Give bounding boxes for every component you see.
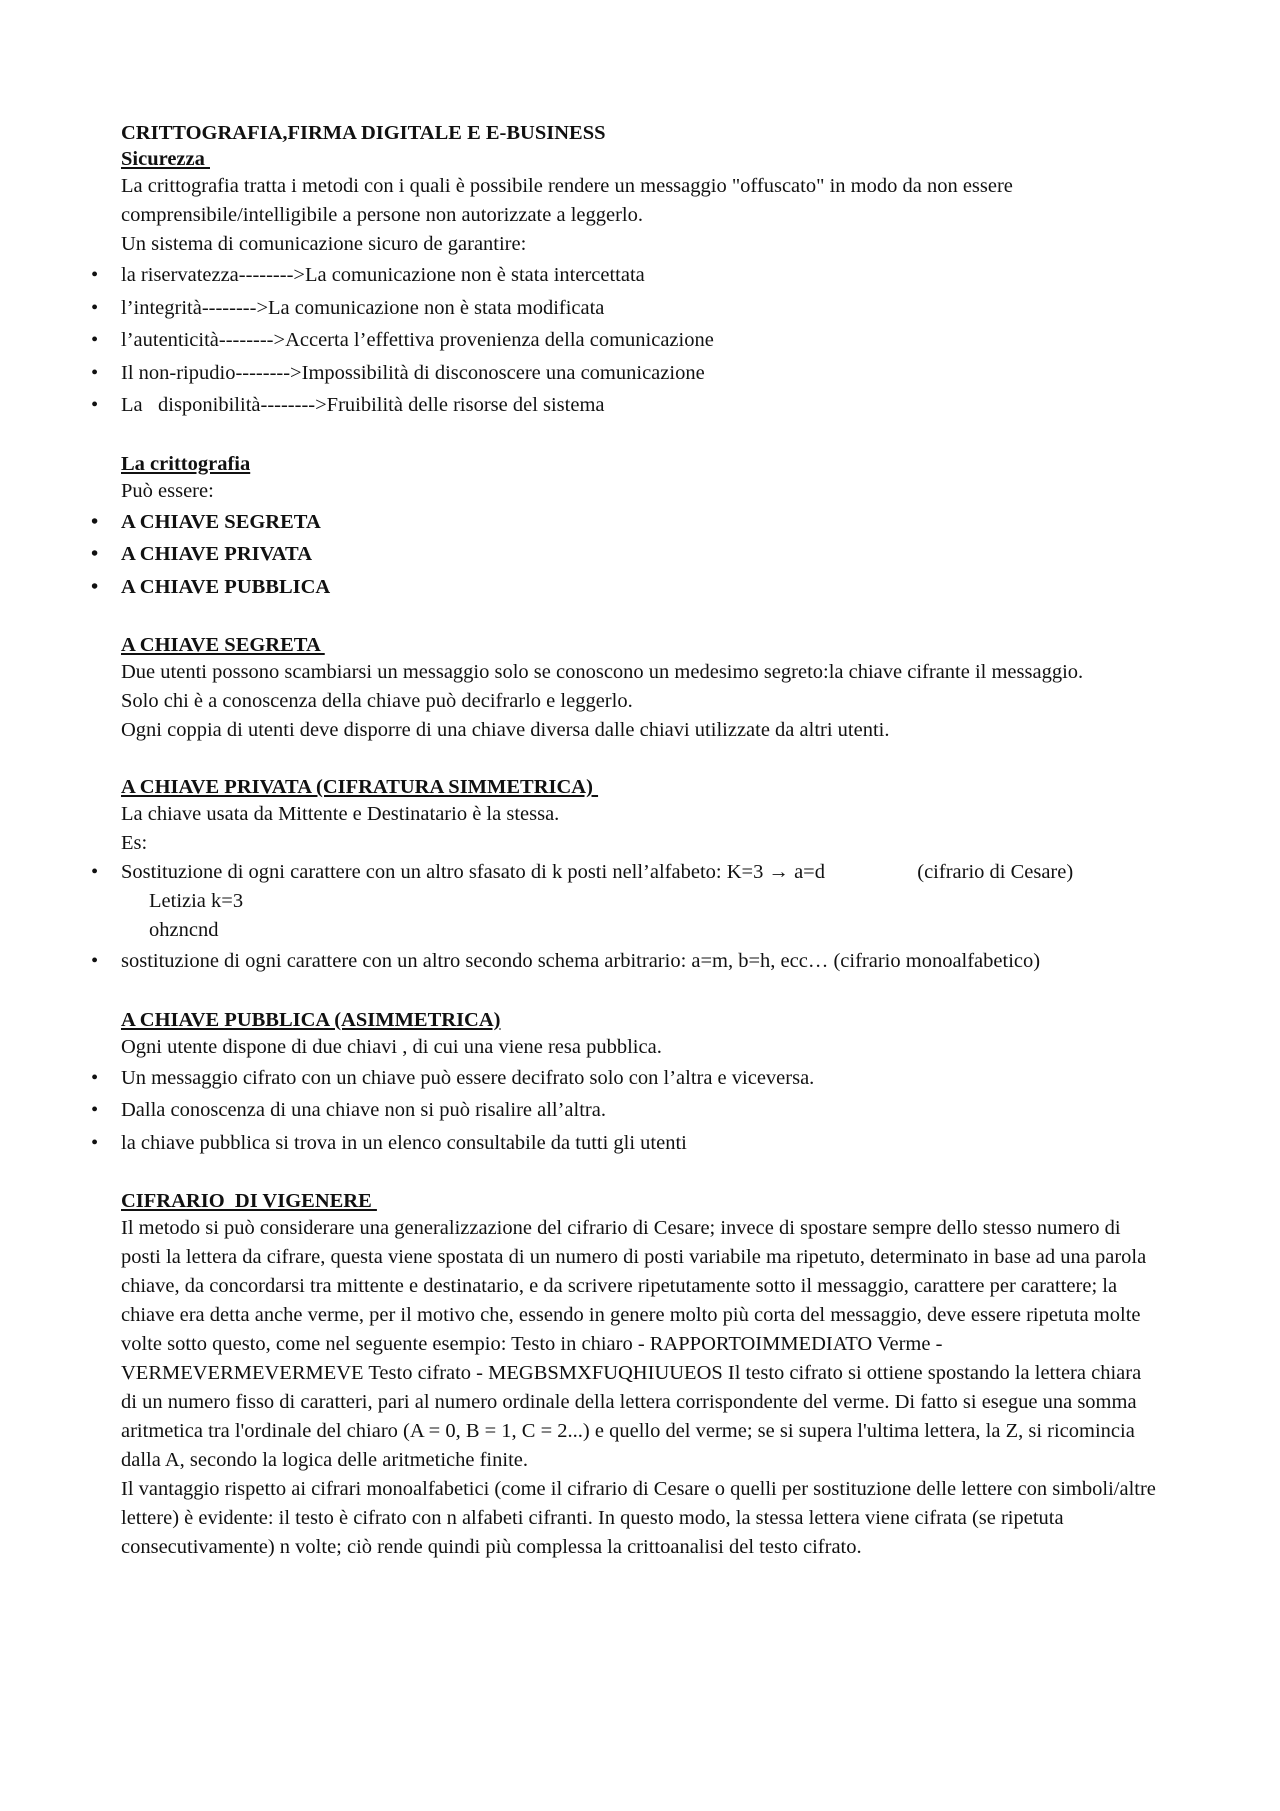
list-item: • la chiave pubblica si trova in un elenco consultabile da tutti gli utenti (121, 1127, 1161, 1160)
list-esempi-privata-2 (121, 945, 1161, 978)
list-item: • A CHIAVE SEGRETA (121, 506, 1161, 539)
paragraph-vigenere-2: Il vantaggio rispetto ai cifrari monoalfabetici (come il cifrario di Cesare o quelli per sostituzione delle lettere con simboli/altre lettere) è evidente: il testo è cifrato con n alfabeti cifranti. In questo modo, la stessa lettera viene cifrata (se ripetuta consecutivamente) n volte; ciò rende quindi più complessa la crittoanalisi del testo cifrato. (121, 1478, 1156, 1558)
spacer (121, 422, 1161, 452)
document-title: CRITTOGRAFIA,FIRMA DIGITALE E E-BUSINESS (121, 122, 606, 144)
paragraph-sicurezza-intro: La crittografia tratta i metodi con i quali è possibile rendere un messaggio "offuscato" in modo da non essere comprensibile/intelligibile a persone non autorizzate a leggerlo. (121, 175, 1013, 226)
spacer (121, 978, 1161, 1008)
list-item: • l’integrità-------->La comunicazione non è stata modificata (121, 292, 1161, 325)
list-item: • A CHIAVE PUBBLICA (121, 571, 1161, 604)
list-item: • Un messaggio cifrato con un chiave può essere decifrato solo con l’altra e viceversa. (121, 1062, 1161, 1095)
spacer (121, 603, 1161, 633)
list-tipi-crittografia (121, 506, 1161, 604)
spacer (121, 1159, 1161, 1189)
paragraph-privata-es: Es: (121, 832, 148, 854)
heading-chiave-segreta: A CHIAVE SEGRETA (121, 634, 325, 656)
paragraph-privata-1: La chiave usata da Mittente e Destinatario è la stessa. (121, 803, 560, 825)
heading-crittografia: La crittografia (121, 452, 251, 475)
heading-vigenere: CIFRARIO DI VIGENERE (121, 1190, 377, 1212)
paragraph-segreta-2: Solo chi è a conoscenza della chiave può decifrarlo e leggerlo. (121, 690, 633, 712)
list-esempi-privata (121, 858, 1161, 887)
document-page (121, 120, 1161, 1562)
example-ciphertext: ohzncnd (149, 919, 219, 941)
list-item: • l’autenticità-------->Accerta l’effettiva provenienza della comunicazione (121, 324, 1161, 357)
list-item: • Il non-ripudio-------->Impossibilità di disconoscere una comunicazione (121, 357, 1161, 390)
list-item: • la riservatezza-------->La comunicazione non è stata intercettata (121, 259, 1161, 292)
list-requisiti-sicurezza (121, 259, 1161, 422)
example-plaintext: Letizia k=3 (149, 890, 244, 912)
paragraph-vigenere-1: Il metodo si può considerare una generalizzazione del cifrario di Cesare; invece di spostare sempre dello stesso numero di posti la lettera da cifrare, questa viene spostata di un numero di posti variabile ma ripetuto, determinato in base ad una parola chiave, da concordarsi tra mittente e destinatario, e da scrivere ripetutamente sotto il messaggio, carattere per carattere; la chiave era detta anche verme, per il motivo che, essendo in genere molto più corta del messaggio, deve essere ripetuta molte volte sotto questo, come nel seguente esempio: Testo in chiaro - RAPPORTOIMMEDIATO Verme - VERMEVERMEVERMEVE Testo cifrato - MEGBSMXFUQHIUUEOS Il testo cifrato si ottiene spostando la lettera chiara di un numero fisso di caratteri, pari al numero ordinale della lettera corrispondente del verme. Di fatto si esegue una somma aritmetica tra l'ordinale del chiaro (A = 0, B = 1, C = 2...) e quello del verme; se si supera l'ultima lettera, la Z, si ricomincia dalla A, secondo la logica delle aritmetiche finite. (121, 1217, 1147, 1471)
heading-chiave-privata: A CHIAVE PRIVATA (CIFRATURA SIMMETRICA) (121, 776, 599, 798)
paragraph-crittografia-intro: Può essere: (121, 479, 214, 502)
paragraph-pubblica-1: Ogni utente dispone di due chiavi , di cui una viene resa pubblica. (121, 1035, 662, 1058)
list-item: • Dalla conoscenza di una chiave non si può risalire all’altra. (121, 1094, 1161, 1127)
paragraph-segreta-3: Ogni coppia di utenti deve disporre di una chiave diversa dalle chiavi utilizzate da altri utenti. (121, 719, 890, 741)
heading-sicurezza: Sicurezza (121, 148, 210, 170)
list-item: • sostituzione di ogni carattere con un altro secondo schema arbitrario: a=m, b=h, ecc… (cifrario monoalfabetico) (121, 945, 1161, 978)
list-item: • Sostituzione di ogni carattere con un altro sfasato di k posti nell’alfabeto: K=3 → a=d (cifrario di Cesare) (121, 858, 1161, 887)
list-pubblica (121, 1062, 1161, 1160)
spacer (121, 745, 1161, 775)
paragraph-sicurezza-requisiti: Un sistema di comunicazione sicuro de garantire: (121, 233, 527, 255)
heading-chiave-pubblica: A CHIAVE PUBBLICA (ASIMMETRICA) (121, 1008, 501, 1031)
list-item: • A CHIAVE PRIVATA (121, 538, 1161, 571)
paragraph-segreta-1: Due utenti possono scambiarsi un messaggio solo se conoscono un medesimo segreto:la chiave cifrante il messaggio. (121, 661, 1084, 683)
list-item: • La disponibilità-------->Fruibilità delle risorse del sistema (121, 389, 1161, 422)
